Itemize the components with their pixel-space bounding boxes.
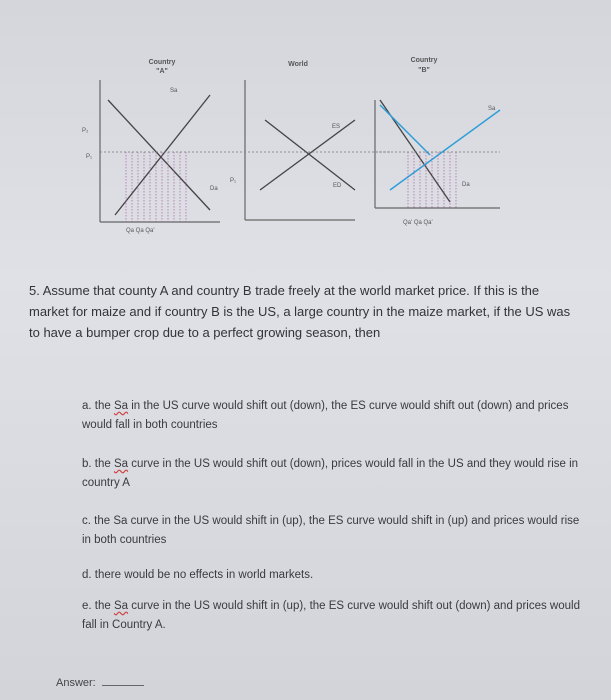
option-d-text: d. there would be no effects in world markets.	[82, 569, 314, 581]
option-b[interactable]	[82, 455, 582, 493]
question-text: 5. Assume that county A and country B trade freely at the world market price. If this is the market for maize and if country B is the US, a large country in the maize market, if the US was to have a bumper crop due to a perfect growing season, then	[29, 283, 571, 340]
supply-label-a: Sa	[170, 88, 178, 94]
ed-label: ED	[333, 183, 342, 189]
supply-label-b: Sa	[488, 106, 496, 112]
option-c-text: c. the Sa curve in the US would shift in (up), the ES curve would shift in (up) and prices would rise in both countries	[82, 515, 580, 546]
panel-world	[220, 61, 390, 220]
es-label: ES	[332, 124, 341, 130]
price-label-p2: P₂	[82, 128, 89, 134]
option-c[interactable]	[82, 512, 582, 550]
option-e-term: Sa	[113, 600, 129, 612]
demand-label-a: Da	[210, 186, 218, 192]
panel-a-subtitle: "A"	[156, 68, 168, 75]
option-b-rest: curve in the US would shift out (down), prices would fall in the US and they would rise in country A	[82, 458, 579, 489]
panel-b-title: Country	[410, 57, 438, 64]
option-a-prefix: a. the	[82, 400, 114, 412]
panel-a-title: Country	[148, 59, 176, 66]
price-label-p1: P₁	[86, 154, 93, 160]
world-price-label: P₁	[230, 178, 237, 184]
answer-row	[56, 676, 144, 689]
option-d[interactable]	[82, 566, 582, 585]
option-a-term: Sa	[113, 400, 129, 412]
panel-country-b	[375, 57, 500, 226]
option-b-prefix: b. the	[82, 458, 114, 470]
option-b-term: Sa	[113, 458, 129, 470]
panel-b-subtitle: "B"	[418, 67, 430, 74]
answer-label: Answer:	[56, 677, 96, 689]
option-a-rest: in the US curve would shift out (down), the ES curve would shift out (down) and prices would fall in both countries	[82, 400, 569, 431]
option-e[interactable]	[82, 597, 582, 635]
panel-world-title: World	[288, 61, 308, 68]
demand-label-b: Da	[462, 182, 470, 188]
option-e-prefix: e. the	[82, 600, 114, 612]
panel-country-a	[82, 59, 220, 234]
option-a[interactable]	[82, 397, 582, 435]
quantity-labels-a: Qa Qa Qa'	[126, 228, 155, 234]
answer-blank[interactable]	[102, 676, 144, 686]
option-e-rest: curve in the US would shift in (up), the ES curve would shift out (down) and prices would fall in Country A.	[82, 600, 580, 631]
quantity-labels-b: Qa' Qa Qa'	[403, 220, 433, 226]
trade-diagram	[70, 40, 540, 240]
